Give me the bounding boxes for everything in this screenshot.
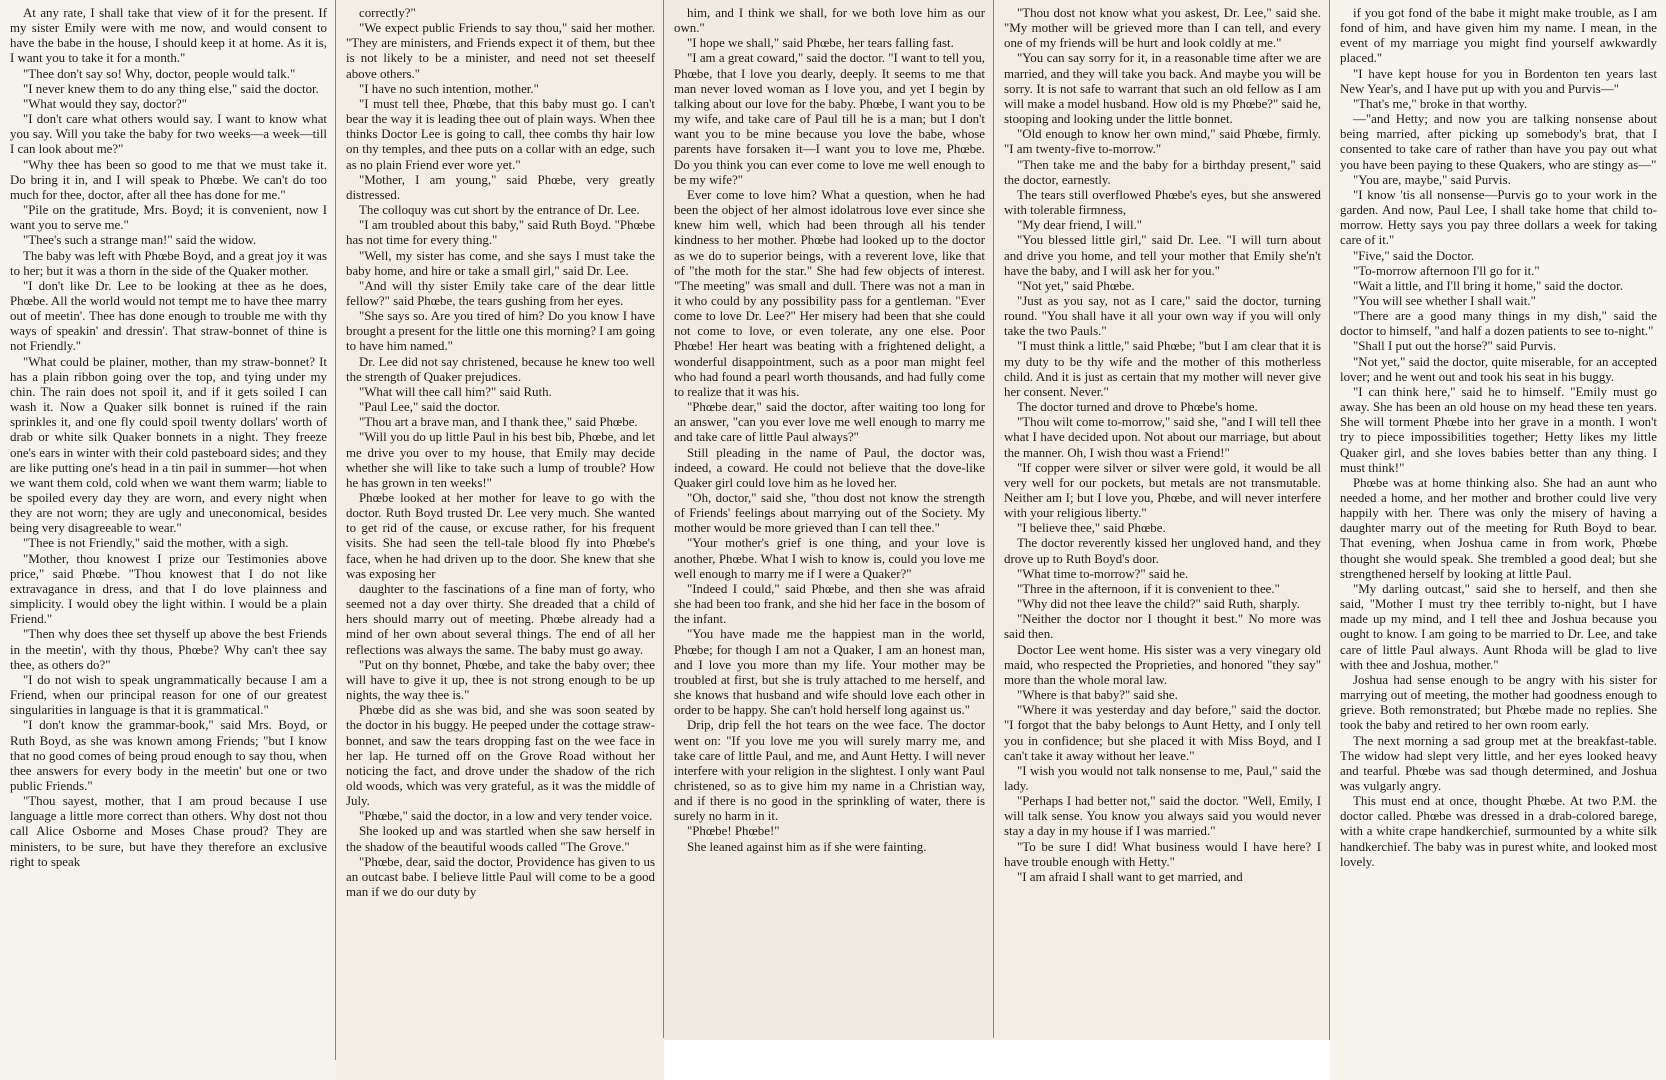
text-column-4 xyxy=(994,0,1330,1040)
paragraph: "Then take me and the baby for a birthday present," said the doctor, earnestly. xyxy=(1004,157,1321,187)
paragraph: "Thee don't say so! Why, doctor, people would talk." xyxy=(23,66,296,81)
paragraph: "You blessed little girl," said Dr. Lee. "I will turn about and drive you home, and tell your mother that Emily she'n't have the baby, and I will ask her for you." xyxy=(1004,233,1321,278)
paragraph: "My darling outcast," said she to herself, and then she said, "Mother I must try thee terribly to-night, but I have made up my mind, and I tell thee and Joshua because you ought to know. I am going to be married to Dr. Lee, and take care of little Paul always. Aunt Rhoda will be glad to live with thee and Joshua, mother." xyxy=(1340,581,1657,672)
paragraph: This must end at once, thought Phœbe. At two P.M. the doctor called. Phœbe was dressed in a drab-colored barege, with a white crape handkerchief, surmounted by a white silk handkerchief. The baby was in purest white, and looked most lovely. xyxy=(1340,794,1657,869)
paragraph: Dr. Lee did not say christened, because he knew too well the strength of Quaker prejudices. xyxy=(346,354,655,384)
paragraph: "Mother, I am young," said Phœbe, very greatly distressed. xyxy=(346,172,655,202)
paragraph: "Mother, thou knowest I prize our Testimonies above price," said Phœbe. "Thou knowest that I do not like extravagance in dress, and that I do love plainness and simplicity. I would obey the light within. I would be a plain Friend." xyxy=(10,551,327,627)
paragraph: Still pleading in the name of Paul, the doctor was, indeed, a coward. He could not believe that the dove-like Quaker girl could love him as he loved her. xyxy=(674,445,985,490)
paragraph: The doctor turned and drove to Phœbe's home. xyxy=(1017,400,1258,415)
paragraph: The colloquy was cut short by the entrance of Dr. Lee. xyxy=(359,203,640,218)
paragraph: "Paul Lee," said the doctor. xyxy=(359,400,500,415)
paragraph: him, and I think we shall, for we both love him as our own." xyxy=(674,6,985,36)
paragraph: "What time to-morrow?" said he. xyxy=(1017,566,1189,581)
paragraph: "I don't know the grammar-book," said Mrs. Boyd, or Ruth Boyd, as she was known among Friends; "but I know that no good comes of being proud enough to say thou, when thee answers for every body in the meetin' but one or two public Friends." xyxy=(10,718,327,793)
paragraph: "There are a good many things in my dish," said the doctor to himself, "and half a dozen patients to see to-night." xyxy=(1340,309,1657,339)
paragraph: "Phœbe! Phœbe!" xyxy=(687,824,780,839)
paragraph: "Thou wilt come to-morrow," said she, "and I will tell thee what I have decided upon. Not about our marriage, but about the manner. Oh, I wish thou wast a Friend!" xyxy=(1004,415,1321,460)
paragraph: "I am afraid I shall want to get married, and xyxy=(1017,869,1243,884)
paragraph: "I know 'tis all nonsense—Purvis go to your work in the garden. And now, Paul Lee, I shall take home that child to-morrow. Hetty says you pay three dollars a week for taking care of it." xyxy=(1340,187,1657,248)
paragraph: Joshua had sense enough to be angry with his sister for marrying out of meeting, the mother had goodness enough to grieve. Both remonstrated; but Phœbe made no replies. She took the baby and retired to her own room early. xyxy=(1340,672,1657,733)
paragraph: "I do not wish to speak ungrammatically because I am a Friend, when our principal reason for one of our greatest singularities in language is that it is grammatical." xyxy=(10,672,327,718)
paragraph: "Perhaps I had better not," said the doctor. "Well, Emily, I will talk sense. You know you always said you would never stay a day in my house if I was married." xyxy=(1004,794,1321,839)
text-column-3 xyxy=(664,0,994,1040)
paragraph: if you got fond of the babe it might make trouble, as I am fond of him, and have given him my name. I mean, in the event of my marriage you might find yourself awkwardly placed." xyxy=(1340,6,1657,66)
paragraph: She leaned against him as if she were fainting. xyxy=(687,839,927,854)
paragraph: She looked up and was startled when she saw herself in the shadow of the beautiful woods called "The Grove." xyxy=(346,824,655,854)
text-column-1 xyxy=(0,0,336,1080)
paragraph: "I must tell thee, Phœbe, that this baby must go. I can't bear the way it is leading thee out of plain ways. When thee thinks Doctor Lee is going to call, thee combs thy hair low on thy temples, and thee puts on a collar with an edge, such as no plain Friend ever wore yet." xyxy=(346,96,655,172)
paragraph: "You can say sorry for it, in a reasonable time after we are married, and they will take you back. And maybe you will be sorry. It is not safe to warrant that such an old fellow as I am will make a model husband. How old is my Phœbe?" said he, stooping and looking under the little bonnet. xyxy=(1004,51,1321,127)
paragraph: "You are, maybe," said Purvis. xyxy=(1353,172,1511,187)
paragraph: "I must think a little," said Phœbe; "but I am clear that it is my duty to be thy wife and the mother of this motherless child. And it is just as certain that my mother will never give her consent. Never." xyxy=(1004,339,1321,399)
paragraph: "You have made me the happiest man in the world, Phœbe; for though I am not a Quaker, I am an honest man, and I love you more than my life. Your mother may be troubled at first, but she is truly attached to me herself, and she knows that husband and wife should love each other in order to be happy. She can't hold herself long against us." xyxy=(674,627,985,718)
paragraph: "I wish you would not talk nonsense to me, Paul," said the lady. xyxy=(1004,763,1321,793)
paragraph: "Neither the doctor nor I thought it best." No more was said then. xyxy=(1004,612,1321,642)
paragraph: The tears still overflowed Phœbe's eyes, but she answered with tolerable firmness, xyxy=(1004,187,1321,218)
paragraph: "Indeed I could," said Phœbe, and then she was afraid she had been too frank, and she hid her face in the bosom of the infant. xyxy=(674,581,985,627)
paragraph: "What will thee call him?" said Ruth. xyxy=(359,384,552,399)
paragraph: The doctor reverently kissed her ungloved hand, and they drove up to Ruth Boyd's door. xyxy=(1004,536,1321,566)
paragraph: correctly?" xyxy=(359,6,416,20)
paragraph: "Well, my sister has come, and she says I must take the baby home, and hire or take a small girl," said Dr. Lee. xyxy=(346,248,655,278)
paragraph: The next morning a sad group met at the breakfast-table. The widow had slept very little, and her eyes looked heavy and tearful. Phœbe was sad though determined, and Joshua was vulgarly angry. xyxy=(1340,733,1657,793)
paragraph: At any rate, I shall take that view of it for the present. If my sister Emily were with me now, and would consent to have the babe in the house, I should keep it at home. As it is, I want you to take it for a month." xyxy=(10,6,327,66)
paragraph: "My dear friend, I will." xyxy=(1017,218,1143,233)
paragraph: "Put on thy bonnet, Phœbe, and take the baby over; thee will have to give it up, thee is not strong enough to be up nights, the way thee is." xyxy=(346,657,655,703)
paragraph: "I don't like Dr. Lee to be looking at thee as he does, Phœbe. All the world would not tempt me to have thee marry out of meetin'. Thee has done enough to trouble me with thy ways of speakin' and dressin'. That straw-bonnet of thine is not Friendly." xyxy=(10,278,327,354)
paragraph: Phœbe did as she was bid, and she was soon seated by the doctor in his buggy. He peeped under the cottage straw-bonnet, and saw the tears dropping fast on the wee face in her lap. He turned off on the Grove Road without her noticing the fact, and drove under the shadow of the rich old woods, which was very grateful, as it was the middle of July. xyxy=(346,703,655,809)
paragraph: The baby was left with Phœbe Boyd, and a great joy it was to her; but it was a thorn in the side of the Quaker mother. xyxy=(10,248,327,278)
text-column-2 xyxy=(336,0,664,1080)
paragraph: "Phœbe," said the doctor, in a low and very tender voice. xyxy=(359,809,653,824)
paragraph: "Three in the afternoon, if it is convenient to thee." xyxy=(1017,581,1280,596)
paragraph: Phœbe was at home thinking also. She had an aunt who needed a home, and her mother and brother could live very happily with her. There was only the misery of having a daughter marry out of the meeting for Ruth Boyd to bear. That evening, when Joshua came in from work, Phœbe thought she would speak. She trembled a good deal; but she strengthened herself by looking at little Paul. xyxy=(1340,475,1657,581)
paragraph: Ever come to love him? What a question, when he had been the object of her almost idolatrous love ever since she knew him well, which had been through all his tender kindness to her mother. Phœbe had looked up to the doctor as we do to superior beings, with a reverent love, like that of "the moth for the star." She had few objects of interest. "The meeting" was small and dull. There was not a man in it who could by any possibility pass for a gentleman. "Ever come to love Dr. Lee?" Her misery had been that she could not come to love, or even tolerate, any one else. Poor Phœbe! Her heart was beating with a frightened delight, a wonderful disappointment, such as a poor man might feel who had found a pearl worth thousands, and had fully come to realize that it was his. xyxy=(674,187,985,399)
paragraph: "Phœbe, dear, said the doctor, Providence has given to us an outcast babe. I believe little Paul will come to be a good man if we do our duty by xyxy=(346,854,655,900)
paragraph: "Not yet," said Phœbe. xyxy=(1017,278,1135,293)
paragraph: "Thou dost not know what you askest, Dr. Lee," said she. "My mother will be grieved more than I can tell, and every one of my friends will be hurt and look coldly at me." xyxy=(1004,6,1321,51)
paragraph: "If copper were silver or silver were gold, it would be all very well for our pockets, but metals are not transmutable. Neither am I; but I love you, Phœbe, and will never interfere with your religious liberty." xyxy=(1004,460,1321,521)
paragraph: "Old enough to know her own mind," said Phœbe, firmly. "I am twenty-five to-morrow." xyxy=(1004,127,1321,157)
column-rule xyxy=(1329,0,1330,1060)
paragraph: "Your mother's grief is one thing, and your love is another, Phœbe. What I wish to know is, could you love me well enough to marry me if I were a Quaker?" xyxy=(674,536,985,581)
paragraph: "Where is that baby?" said she. xyxy=(1017,688,1178,703)
paragraph: "I never knew them to do any thing else," said the doctor. xyxy=(23,81,319,96)
paragraph: "She says so. Are you tired of him? Do you know I have brought a present for the little one this morning? I am going to have him named." xyxy=(346,309,655,354)
paragraph: "Wait a little, and I'll bring it home," said the doctor. xyxy=(1353,278,1623,293)
paragraph: "I have kept house for you in Bordenton ten years last New Year's, and I have put up with you and Purvis—" xyxy=(1340,66,1657,96)
column-rule xyxy=(335,0,336,1060)
paragraph: "Will you do up little Paul in his best bib, Phœbe, and let me drive you over to my house, that Emily may decide whether she will like to take such a lump of trouble? How he has grown in ten weeks!" xyxy=(346,430,655,490)
paragraph: "I have no such intention, mother." xyxy=(359,81,539,96)
paragraph: "To-morrow afternoon I'll go for it." xyxy=(1353,263,1540,278)
paragraph: "You will see whether I shall wait." xyxy=(1353,293,1536,308)
paragraph: "Oh, doctor," said she, "thou dost not know the strength of Friends' feelings about marrying out of the Society. My mother would be more grieved than I can tell thee." xyxy=(674,491,985,536)
paragraph: "What would they say, doctor?" xyxy=(23,96,187,111)
paragraph: Drip, drip fell the hot tears on the wee face. The doctor went on: "If you love me you will surely marry me, and take care of little Paul, and me, and Aunt Hetty. I will never interfere with your religion in the slightest. I only want Paul christened, so as to give him my name in a Christian way, and if there is no good in the sprinkling of water, there is surely no harm in it. xyxy=(674,718,985,824)
paragraph: "Phœbe dear," said the doctor, after waiting too long for an answer, "can you ever love me well enough to marry me and take care of little Paul always?" xyxy=(674,400,985,445)
paragraph: "Pile on the gratitude, Mrs. Boyd; it is convenient, now I want you to serve me." xyxy=(10,203,327,233)
paragraph: "Thee is not Friendly," said the mother, with a sigh. xyxy=(23,536,289,551)
text-column-5 xyxy=(1330,0,1666,1080)
paragraph: Doctor Lee went home. His sister was a very vinegary old maid, who respected the Proprieties, and honored "they say" more than the whole moral law. xyxy=(1004,642,1321,687)
paragraph: "I can think here," said he to himself. "Emily must go away. She has been an old house on my head these ten years. She will torment Phœbe into her grave in a month. I won't try to piece impossibilities together; Hetty likes my little Quaker girl, and she loves babies better than any thing. I must think!" xyxy=(1340,384,1657,475)
paragraph: "We expect public Friends to say thou," said her mother. "They are ministers, and Friends expect it of them, but thee is not likely to be a minister, and need not set theeself above others." xyxy=(346,21,655,81)
paragraph: "Not yet," said the doctor, quite miserable, for an accepted lover; and he went out and took his seat in his buggy. xyxy=(1340,354,1657,384)
paragraph: "I am troubled about this baby," said Ruth Boyd. "Phœbe has not time for every thing." xyxy=(346,218,655,248)
paragraph: "Just as you say, not as I care," said the doctor, turning round. "You shall have it all your own way if you will only take the two Pauls." xyxy=(1004,293,1321,339)
paragraph: "Thee's such a strange man!" said the widow. xyxy=(23,233,257,248)
paragraph: "I am a great coward," said the doctor. "I want to tell you, Phœbe, that I love you dearly, deeply. It seems to me that man never loved woman as I love you, and yet I begin by talking about our love for the baby. Phœbe, I want you to be my wife, and take care of Paul till he is a man; but I don't want you to be mine because you love the babe, whose parents have forsaken it—I want you to love me, Phœbe. Do you think you can ever come to love me well enough to be my wife?" xyxy=(674,51,985,187)
paragraph: "That's me," broke in that worthy. xyxy=(1353,96,1528,111)
paragraph: "Shall I put out the horse?" said Purvis. xyxy=(1353,339,1557,354)
column-rule xyxy=(663,0,664,1038)
paragraph: "I believe thee," said Phœbe. xyxy=(1017,521,1166,536)
paragraph: "Then why does thee set thyself up above the best Friends in the meetin', with thy thous, Phœbe? Why can't thee say thee, as others do?" xyxy=(10,627,327,672)
paragraph: "Five," said the Doctor. xyxy=(1353,248,1475,263)
paragraph: "I hope we shall," said Phœbe, her tears falling fast. xyxy=(687,36,954,51)
paragraph: "I don't care what others would say. I want to know what you say. Will you take the baby for two weeks—a week—till I can look about me?" xyxy=(10,112,327,157)
page-margin xyxy=(664,1040,1330,1080)
paragraph: "Why did not thee leave the child?" said Ruth, sharply. xyxy=(1017,597,1300,612)
paragraph: "Thou art a brave man, and I thank thee," said Phœbe. xyxy=(359,415,638,430)
paragraph: —"and Hetty; and now you are talking nonsense about being married, after picking up somebody's brat, that I consented to take care of rather than have you pay out what you have been paying to these Quakers, who are stingy as—" xyxy=(1340,112,1657,172)
paragraph: daughter to the fascinations of a fine man of forty, who seemed not a day over thirty. She dreaded that a child of hers should marry out of meeting. Phœbe already had a mind of her own about several things. The end of all her reflections was always the same. The baby must go away. xyxy=(346,581,655,657)
paragraph: "What could be plainer, mother, than my straw-bonnet? It has a plain ribbon going over the top, and tying under my chin. The rain does not spoil it, and if it gets soiled I can wash it. Now a Quaker silk bonnet is ruined if the rain sprinkles it, and one fly could spoil twenty dollars' worth of drab or white silk Quaker bonnets in a night. They freeze one's ears in winter with their cold pasteboard sides; and they are like putting one's head in a tin pail in summer—hot when we want them cold, cold when we want them warm; liable to be spoiled every day they are worn, and every night when they are not worn; they are ugly and uneconomical, besides being very disagreeable to wear." xyxy=(10,354,327,536)
paragraph: "Where it was yesterday and day before," said the doctor. "I forgot that the baby belongs to Aunt Hetty, and I only tell you in confidence; but she placed it with Miss Boyd, and I can't take it away without her leave." xyxy=(1004,703,1321,763)
paragraph: "And will thy sister Emily take care of the dear little fellow?" said Phœbe, the tears gushing from her eyes. xyxy=(346,278,655,308)
paragraph: Phœbe looked at her mother for leave to go with the doctor. Ruth Boyd trusted Dr. Lee very much. She wanted to get rid of the cause, or excuse rather, for his frequent visits. She had seen the tell-tale blood fly into Phœbe's face, when he had driven up to the door. She knew that she was exposing her xyxy=(346,491,655,581)
paragraph: "To be sure I did! What business would I have here? I have trouble enough with Hetty." xyxy=(1004,839,1321,869)
column-rule xyxy=(993,0,994,1038)
paragraph: "Why thee has been so good to me that we must take it. Do bring it in, and I will speak to Phœbe. We can't do too much for thee, doctor, after all thee has done for me." xyxy=(10,157,327,202)
paragraph: "Thou sayest, mother, that I am proud because I use language a little more correct than others. Why dost not thou call Alice Osborne and Moses Chase proud? They are ministers, to be sure, but have they therefore an exclusive right to speak xyxy=(10,794,327,869)
